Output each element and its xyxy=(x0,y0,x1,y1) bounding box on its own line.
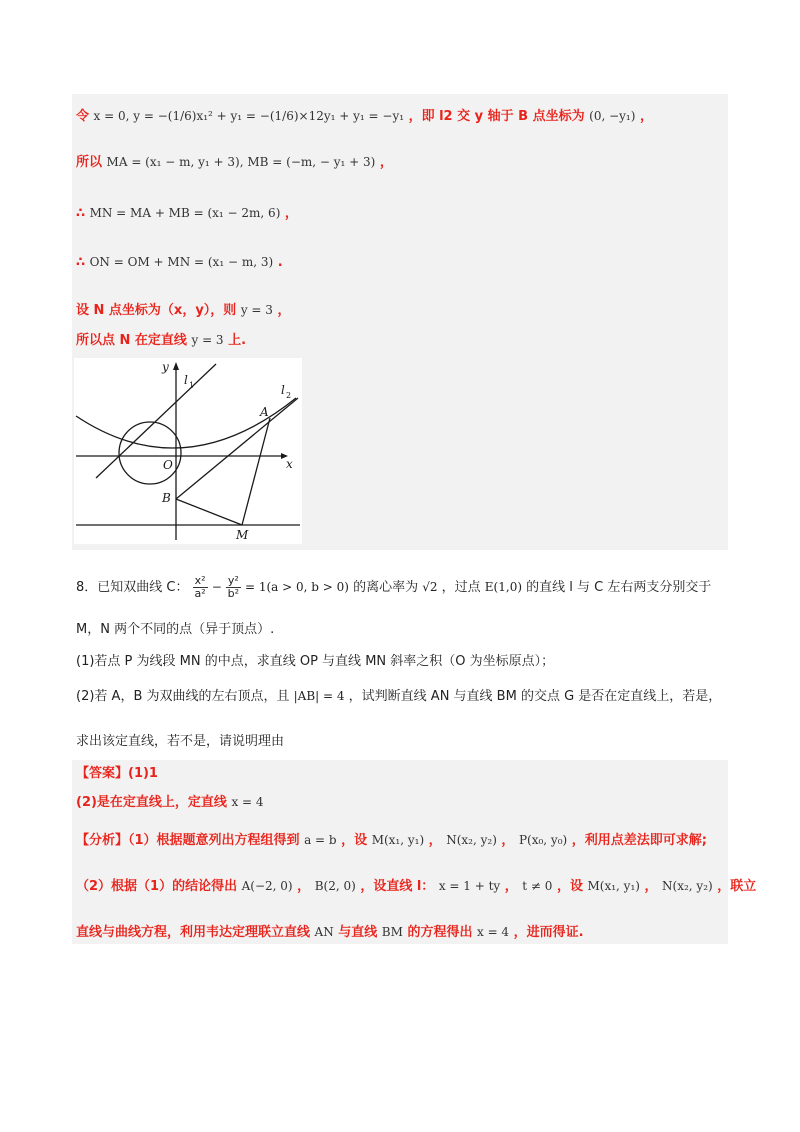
math-expression: |AB| = 4 xyxy=(293,689,345,703)
text: 所以点 N 在定直线 xyxy=(76,333,187,348)
text: ∴ xyxy=(76,206,86,221)
text: ，过点 xyxy=(441,580,481,595)
math-expression: P(x₀, y₀) xyxy=(518,833,568,847)
fraction-x2-a2 xyxy=(193,575,208,600)
solution-line-1 xyxy=(76,106,653,127)
solution-line-4 xyxy=(76,252,283,273)
numerator: x² xyxy=(194,574,206,587)
text: （2）根据（1）的结论得出 xyxy=(76,879,238,894)
answer-line-1: 【答案】(1)1 xyxy=(76,766,158,781)
text: ， xyxy=(277,303,291,318)
math-expression: (0, −y₁) xyxy=(589,109,636,123)
text: ，进而得证. xyxy=(513,925,584,940)
denominator: b² xyxy=(227,587,240,600)
math-expression: x = 0, y = −(1/6)x₁² + y₁ = −(1/6)×12y₁ + y₁ = −y₁ xyxy=(93,109,405,123)
math-symbol: − xyxy=(211,580,222,594)
origin-label: O xyxy=(163,458,173,472)
math-expression: y = 3 xyxy=(191,333,224,347)
math-expression: N(x₂, y₂) xyxy=(446,833,497,847)
analysis-line-1 xyxy=(76,830,707,851)
line-l2 xyxy=(176,398,298,499)
math-expression: A(−2, 0) xyxy=(241,879,293,893)
math-expression: √2 xyxy=(422,580,438,594)
text: ， xyxy=(379,155,393,170)
line-l2-subscript: 2 xyxy=(286,391,292,400)
point-M-label: M xyxy=(236,528,249,542)
math-expression: AN xyxy=(314,925,334,939)
math-expression: x = 1 + ty xyxy=(438,879,501,893)
text: 的方程得出 xyxy=(407,925,473,940)
text: 上. xyxy=(228,333,247,348)
problem-line-4 xyxy=(76,686,721,707)
text: ， xyxy=(284,206,298,221)
denominator: a² xyxy=(194,587,206,600)
segment-AM xyxy=(242,418,270,525)
text: 与直线 xyxy=(338,925,378,940)
math-expression: M(x₁, y₁) xyxy=(371,833,425,847)
solution-line-2 xyxy=(76,152,393,173)
text: 直线与曲线方程，利用韦达定理联立直线 xyxy=(76,925,311,940)
line-l1 xyxy=(96,364,216,478)
text: 令 xyxy=(76,109,90,124)
text: ，联立 xyxy=(717,879,757,894)
text: ， xyxy=(504,879,518,894)
text: ，利用点差法即可求解; xyxy=(571,833,707,848)
numerator: y² xyxy=(227,574,239,587)
math-expression: MN = MA + MB = (x₁ − 2m, 6) xyxy=(89,206,281,220)
answer-line-2 xyxy=(76,792,264,813)
line-l1-label: l xyxy=(184,373,188,387)
math-expression: a = b xyxy=(304,833,337,847)
math-expression: BM xyxy=(381,925,403,939)
axis-y-label: y xyxy=(162,360,169,374)
text: 8．已知双曲线 C： xyxy=(76,580,189,595)
circle xyxy=(119,422,181,484)
line-l1-subscript: 1 xyxy=(189,381,195,390)
problem-line-2: M，N 两个不同的点（异于顶点）. xyxy=(76,622,275,637)
text: ∴ xyxy=(76,255,86,270)
text: ，试判断直线 AN 与直线 BM 的交点 G 是否在定直线上，若是， xyxy=(348,689,722,704)
solution-line-5 xyxy=(76,300,290,321)
text: ， xyxy=(428,833,442,848)
text: 【分析】（1）根据题意列出方程组得到 xyxy=(76,833,300,848)
text: 设 N 点坐标为（x，y），则 xyxy=(76,303,237,318)
math-expression: N(x₂, y₂) xyxy=(662,879,713,893)
math-expression: x = 4 xyxy=(476,925,510,939)
figure-svg xyxy=(74,358,302,544)
math-expression: y = 3 xyxy=(240,303,273,317)
analysis-line-2 xyxy=(76,876,756,897)
problem-line-3: (1)若点 P 为线段 MN 的中点，求直线 OP 与直线 MN 斜率之积（O 为坐标原点）； xyxy=(76,654,555,669)
point-B-label: B xyxy=(162,491,171,505)
text: ， xyxy=(644,879,658,894)
fraction-y2-b2 xyxy=(226,575,241,600)
math-expression: MA = (x₁ − m, y₁ + 3), MB = (−m, − y₁ + 3) xyxy=(106,155,376,169)
text: ，即 l2 交 y 轴于 B 点坐标为 xyxy=(408,109,585,124)
math-expression: x = 4 xyxy=(231,795,264,809)
text: ， xyxy=(639,109,653,124)
text: ， xyxy=(501,833,515,848)
analysis-line-3 xyxy=(76,922,584,943)
text: ，设 xyxy=(556,879,583,894)
math-expression: = 1(a > 0, b > 0) xyxy=(244,580,349,594)
text: (2)是在定直线上，定直线 xyxy=(76,795,227,810)
geometry-figure xyxy=(74,358,302,544)
point-A-label: A xyxy=(260,405,269,419)
solution-line-3 xyxy=(76,203,298,224)
text: . xyxy=(277,255,283,270)
solution-line-6 xyxy=(76,330,246,351)
math-expression: B(2, 0) xyxy=(314,879,356,893)
math-expression: t ≠ 0 xyxy=(522,879,553,893)
text: ，设直线 l： xyxy=(360,879,435,894)
text: 的离心率为 xyxy=(353,580,419,595)
problem-line-5: 求出该定直线，若不是，请说明理由 xyxy=(76,734,285,749)
line-l2-label: l xyxy=(281,383,285,397)
text: ，设 xyxy=(341,833,368,848)
axis-x-label: x xyxy=(286,457,293,471)
text: ， xyxy=(297,879,311,894)
text: 所以 xyxy=(76,155,103,170)
segment-BM xyxy=(176,499,242,525)
math-expression: M(x₁, y₁) xyxy=(587,879,640,893)
y-axis-arrow xyxy=(173,362,179,370)
math-expression: E(1,0) xyxy=(484,580,523,594)
text: (2)若 A，B 为双曲线的左右顶点，且 xyxy=(76,689,290,704)
answer-background xyxy=(72,760,728,944)
text: 的直线 l 与 C 左右两支分别交于 xyxy=(526,580,712,595)
problem-line-1 xyxy=(76,572,711,603)
math-expression: ON = OM + MN = (x₁ − m, 3) xyxy=(89,255,274,269)
